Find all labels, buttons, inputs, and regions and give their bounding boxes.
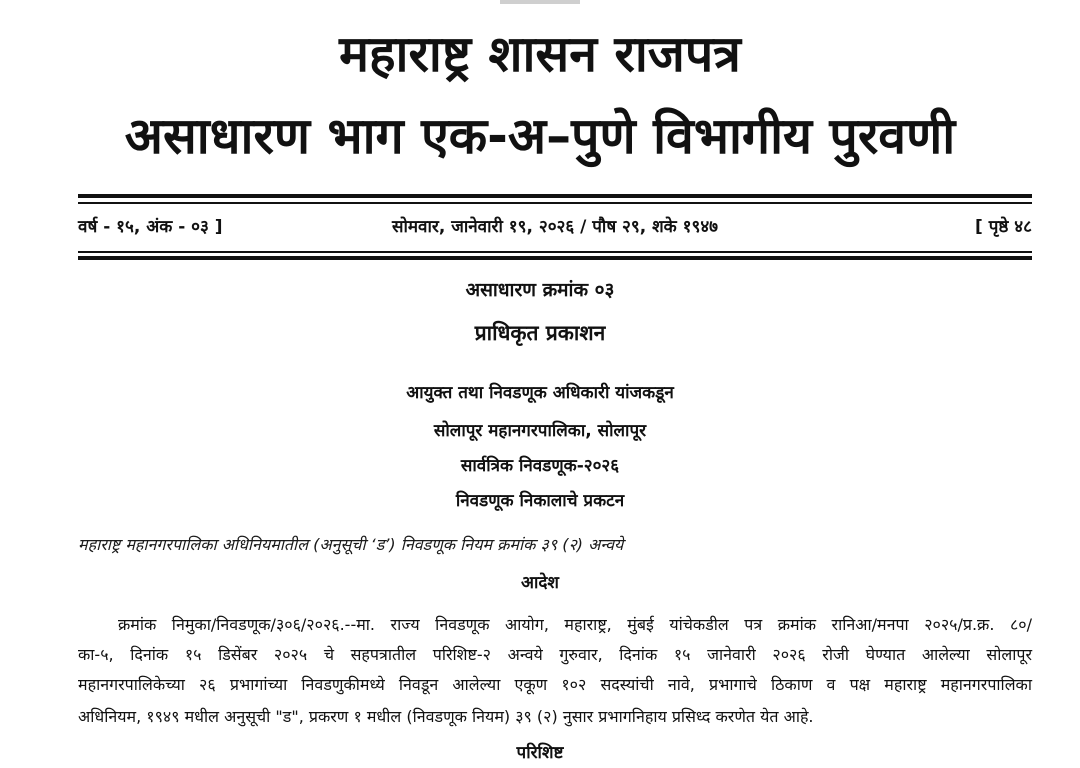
header-rule-bottom-thick [78,256,1032,260]
notice-subject: निवडणूक निकालाचे प्रकटन [455,491,625,511]
issue-date: सोमवार, जानेवारी १९, २०२६ / पौष २९, शके १९४७ [391,217,719,237]
header-rule-top-thin [78,202,1032,204]
gazette-title: महाराष्ट्र शासन राजपत्र [339,25,741,83]
authorized-publication: प्राधिकृत प्रकाशन [474,321,606,345]
election-name: सार्वत्रिक निवडणूक-२०२६ [460,456,620,476]
issuer-line-2: सोलापूर महानगरपालिका, सोलापूर [433,421,647,441]
legal-reference: महाराष्ट्र महानगरपालिका अधिनियमातील (अनुसूची ‘ड’) निवडणूक नियम क्रमांक ३९ (२) अन्वये [78,535,624,554]
header-rule-top-thick [78,194,1032,198]
order-text-line: अधिनियम, १९४९ मधील अनुसूची "ड", प्रकरण १ मधील (निवडणूक नियम) ३९ (२) नुसार प्रभागनिहाय प्रसिध्द करणेत येत आहे. [78,707,814,726]
order-text-line: महानगरपालिकेच्या २६ प्रभागांच्या निवडणुकीमध्ये निवडून आलेल्या एकूण १०२ सदस्यांची नावे, प्रभागाचे ठिकाण व पक्ष महाराष्ट्र महानगरपालिका [78,675,1032,694]
order-text-line: का-५, दिनांक १५ डिसेंबर २०२५ चे सहपत्रातील परिशिष्ट-२ अन्वये गुरुवार, दिनांक १५ जानेवारी २०२६ रोजी घेण्यात आलेल्या सोलापूर [78,645,1032,664]
issue-pages: [ पृष्ठे ४८ [975,217,1032,237]
header-rule-bottom-thin [78,251,1032,253]
appendix-heading: परिशिष्ट [516,743,564,763]
extraordinary-number: असाधारण क्रमांक ०३ [465,279,615,301]
order-heading: आदेश [521,573,559,593]
top-edge-mark [500,0,580,4]
gazette-subtitle: असाधारण भाग एक-अ–पुणे विभागीय पुरवणी [124,107,956,165]
order-text-line: क्रमांक निमुका/निवडणूक/३०६/२०२६.--मा. राज्य निवडणूक आयोग, महाराष्ट्र, मुंबई यांचेकडील पत्र क्रमांक रानिआ/मनपा २०२५/प्र.क्र. ८०/ [118,615,1032,634]
issue-info-bar [78,214,1032,240]
issuer-line-1: आयुक्त तथा निवडणूक अधिकारी यांजकडून [406,383,674,403]
issue-volume: वर्ष - १५, अंक - ०३ ] [78,217,223,237]
